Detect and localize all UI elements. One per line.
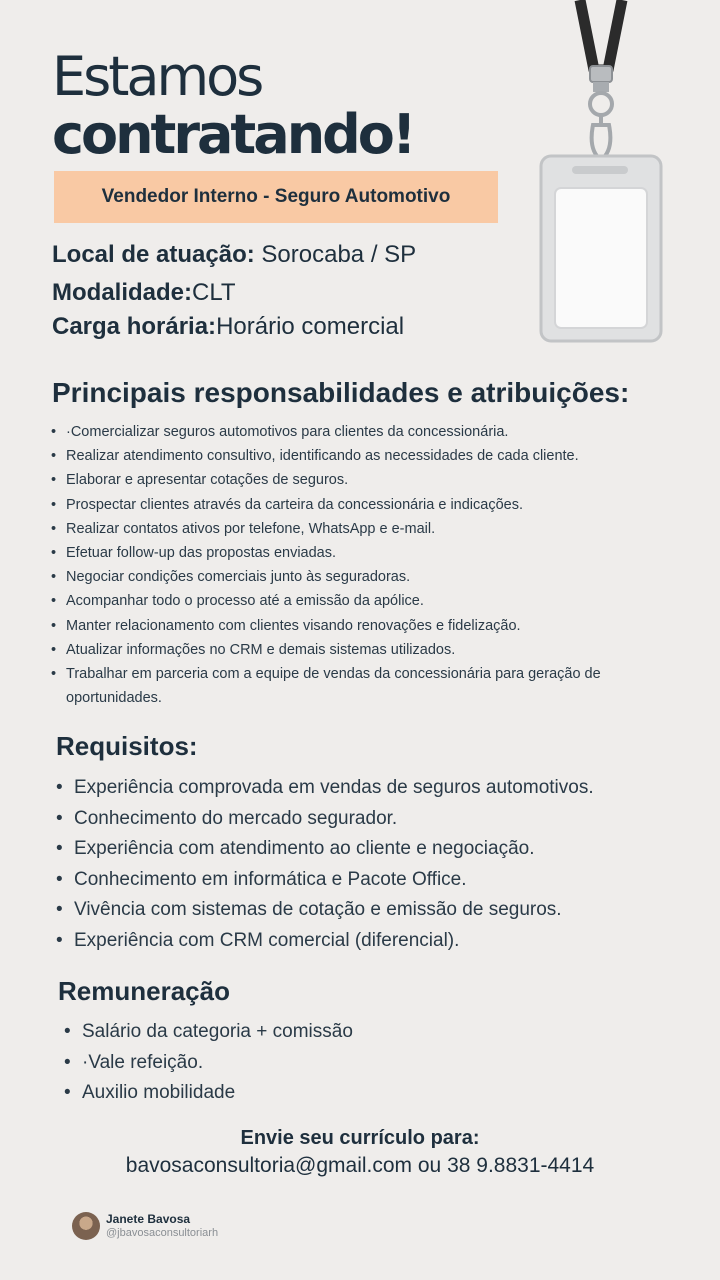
detail-location-value: Sorocaba / SP (261, 241, 417, 268)
list-item: • Vivência com sistemas de cotação e emissão de seguros. (54, 895, 594, 926)
detail-contract-type (52, 281, 236, 305)
headline-line-2: contratando! (52, 103, 414, 166)
detail-contract-type-value: CLT (192, 279, 236, 306)
responsibilities-list (50, 420, 690, 710)
detail-contract-type-label: Modalidade: (52, 279, 193, 306)
detail-work-hours (52, 315, 404, 339)
detail-work-hours-label: Carga horária: (52, 313, 217, 340)
author-name: Janete Bavosa (106, 1212, 191, 1227)
detail-work-hours-value: Horário comercial (216, 313, 405, 340)
compensation-list (62, 1017, 353, 1109)
cta-contact: bavosaconsultoria@gmail.com ou 38 9.8831-4414 (125, 1154, 595, 1177)
headline (52, 45, 414, 166)
job-title-banner (54, 171, 498, 223)
list-item: • Auxilio mobilidade (62, 1078, 353, 1109)
list-item: • Experiência com CRM comercial (diferencial). (54, 926, 594, 957)
list-item: • Atualizar informações no CRM e demais sistemas utilizados. (50, 638, 690, 662)
list-item: • Conhecimento em informática e Pacote Office. (54, 865, 594, 896)
detail-location (52, 243, 416, 267)
detail-location-label: Local de atuação: (52, 241, 255, 268)
list-item: • Realizar contatos ativos por telefone, WhatsApp e e-mail. (50, 517, 690, 541)
list-item: • Conhecimento do mercado segurador. (54, 804, 594, 835)
author-footer (72, 1212, 218, 1240)
list-item: • Trabalhar em parceria com a equipe de vendas da concessionária para geração de oportunidades. (50, 662, 690, 710)
list-item: • Salário da categoria + comissão (62, 1017, 353, 1048)
list-item: • Acompanhar todo o processo até a emissão da apólice. (50, 589, 690, 613)
list-item: • ·Vale refeição. (62, 1048, 353, 1079)
list-item: • Negociar condições comerciais junto às seguradoras. (50, 565, 690, 589)
responsibilities-title: Principais responsabilidades e atribuições: (52, 377, 630, 408)
list-item: • Efetuar follow-up das propostas enviadas. (50, 541, 690, 565)
compensation-title: Remuneração (58, 976, 230, 1006)
cta-heading: Envie seu currículo para: (240, 1127, 480, 1149)
list-item: • Elaborar e apresentar cotações de seguros. (50, 468, 690, 492)
avatar (72, 1212, 100, 1240)
headline-line-1: Estamos (52, 45, 262, 108)
list-item: • Experiência comprovada em vendas de seguros automotivos. (54, 773, 594, 804)
requirements-list (54, 773, 594, 956)
list-item: • Realizar atendimento consultivo, identificando as necessidades de cada cliente. (50, 444, 690, 468)
lanyard-badge-icon (530, 0, 670, 350)
requirements-title: Requisitos: (56, 731, 198, 761)
job-title: Vendedor Interno - Seguro Automotivo (101, 186, 451, 207)
call-to-action (0, 1127, 720, 1178)
list-item: • ·Comercializar seguros automotivos para clientes da concessionária. (50, 420, 690, 444)
author-handle: @jbavosaconsultoriarh (106, 1226, 219, 1239)
list-item: • Prospectar clientes através da carteira da concessionária e indicações. (50, 493, 690, 517)
list-item: • Manter relacionamento com clientes visando renovações e fidelização. (50, 614, 690, 638)
list-item: • Experiência com atendimento ao cliente e negociação. (54, 834, 594, 865)
